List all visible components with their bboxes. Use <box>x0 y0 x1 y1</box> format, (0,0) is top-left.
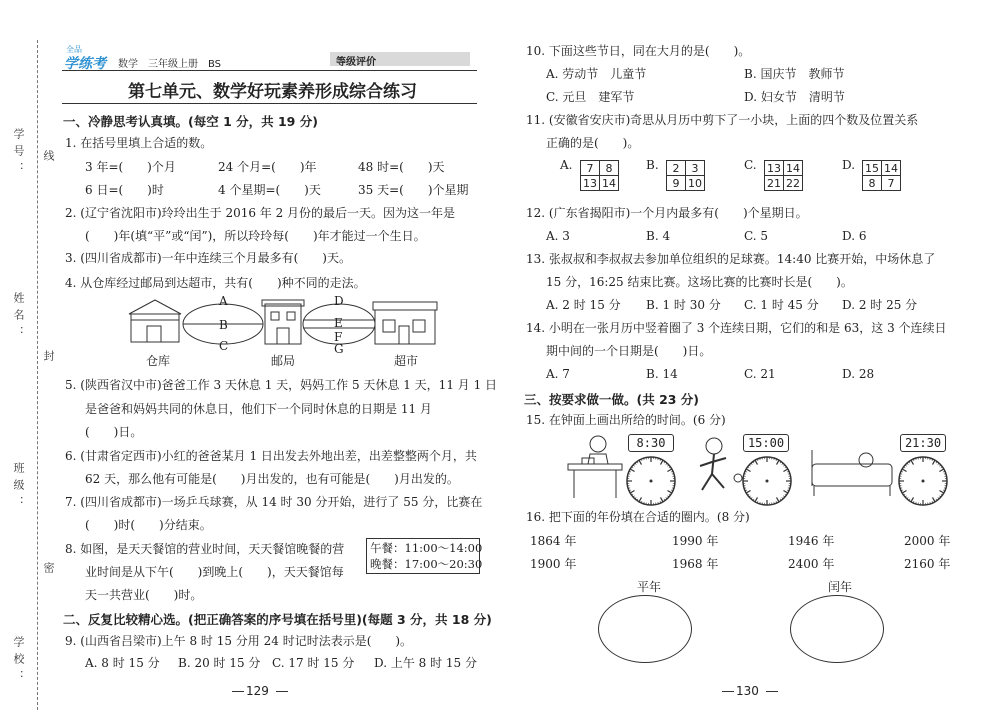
page-number-right: 130 <box>736 684 759 698</box>
q5-line2: 是爸爸和妈妈共同的休息日，他们下一个同时休息的日期是 11 月 <box>85 402 432 416</box>
q11-option-a-label: A. <box>560 158 573 172</box>
route-label-a: A <box>219 294 228 308</box>
q16-year-1990: 1990 年 <box>672 534 719 548</box>
q8-lunch-hours: 午餐：11:00～14:00 <box>370 541 483 555</box>
q2-line1: 2. (辽宁省沈阳市)玲玲出生于 2016 年 2 月份的最后一天。因为这一年是 <box>65 206 456 220</box>
clock-tick <box>902 469 906 472</box>
q13-option-a: A. 2 时 15 分 <box>546 298 621 312</box>
q10-option-c: C. 元旦 建军节 <box>546 90 635 104</box>
q9-option-d: D. 上午 8 时 15 分 <box>374 656 477 670</box>
route-label-c: C <box>219 339 229 353</box>
q16-year-1946: 1946 年 <box>788 534 835 548</box>
q1-r2-b: 4 个星期=( )天 <box>218 183 321 197</box>
q6-line1: 6. (甘肃省定西市)小红的爸爸某月 1 日出发去外地出差，出差整整两个月，共 <box>65 449 477 463</box>
q11-option-c-grid <box>764 160 803 191</box>
leap-year-circle[interactable] <box>790 595 884 663</box>
section-2-heading: 二、反复比较精心选。(把正确答案的序号填在括号里)(每题 3 分，共 18 分) <box>63 612 492 627</box>
clock-tick <box>639 460 642 464</box>
q5-line1: 5. (陕西省汉中市)爸爸工作 3 天休息 1 天，妈妈工作 5 天休息 1 天，11 月 1 日 <box>65 378 498 392</box>
binding-line <box>37 40 38 710</box>
cal-cell: 8 <box>600 161 619 176</box>
cal-cell: 14 <box>882 161 901 176</box>
cal-cell: 2 <box>667 161 686 176</box>
q5-line3: ( )日。 <box>85 425 143 439</box>
supermarket-label: 超市 <box>394 354 419 368</box>
route-label-g: G <box>334 342 344 356</box>
logo: 学练考 <box>64 56 106 72</box>
header-rule <box>62 70 477 71</box>
clock-face-2[interactable] <box>740 454 794 508</box>
q15-text: 15. 在钟面上画出所给的时间。(6 分) <box>526 413 726 427</box>
page-num-dash-left <box>722 691 734 692</box>
clock-tick <box>939 491 943 494</box>
q13-option-b: B. 1 时 30 分 <box>646 298 721 312</box>
q8-dinner-hours: 晚餐：17:00～20:30 <box>370 557 483 571</box>
clock-tick <box>746 469 750 472</box>
q11-line1: 11. (安徽省安庆市)奇思从月历中剪下了一小块，上面的四个数及位置关系 <box>526 113 919 127</box>
q3-text: 3. (四川省成都市)一年中连续三个月最多有( )天。 <box>65 251 351 265</box>
q16-year-2160: 2160 年 <box>904 557 951 571</box>
q12-option-a: A. 3 <box>546 229 570 243</box>
gutter-label-feng: 封 <box>42 350 55 367</box>
cal-cell: 21 <box>765 176 784 191</box>
q15-time-2: 15:00 <box>743 434 789 452</box>
q7-line2: ( )时( )分结束。 <box>85 518 212 532</box>
q13-option-d: D. 2 时 25 分 <box>842 298 918 312</box>
page-number-left: 129 <box>246 684 269 698</box>
q1-r2-a: 6 日=( )时 <box>85 183 164 197</box>
cal-cell: 7 <box>882 176 901 191</box>
common-year-circle[interactable] <box>598 595 692 663</box>
q8-line3: 天一共营业( )时。 <box>85 588 203 602</box>
q16-year-2400: 2400 年 <box>788 557 835 571</box>
q9-option-c: C. 17 时 15 分 <box>272 656 355 670</box>
page-num-dash-right <box>276 691 288 692</box>
route-label-b: B <box>219 318 228 332</box>
route-label-d: D <box>334 294 344 308</box>
q16-text: 16. 把下面的年份填在合适的圈内。(8 分) <box>526 510 750 524</box>
clock-tick <box>939 469 943 472</box>
q16-year-1864: 1864 年 <box>530 534 577 548</box>
clock-tick <box>783 469 787 472</box>
q9-option-a: A. 8 时 15 分 <box>85 656 160 670</box>
q13-option-c: C. 1 时 45 分 <box>744 298 819 312</box>
q4-text: 4. 从仓库经过邮局到达超市，共有( )种不同的走法。 <box>65 276 366 290</box>
page-num-dash-left <box>232 691 244 692</box>
clock-tick <box>755 460 758 464</box>
cal-cell: 10 <box>686 176 705 191</box>
clock-face-3[interactable] <box>896 454 950 508</box>
clock-tick <box>746 491 750 494</box>
q11-option-b-label: B. <box>646 158 659 172</box>
q11-option-a-grid <box>580 160 619 191</box>
clock-tick <box>630 491 634 494</box>
title-rule <box>62 103 477 104</box>
q1-r2-c: 35 天=( )个星期 <box>358 183 469 197</box>
q11-option-d-label: D. <box>842 158 856 172</box>
q11-option-c-label: C. <box>744 158 757 172</box>
clock-tick <box>783 491 787 494</box>
q11-option-b-grid <box>666 160 705 191</box>
leap-year-label: 闰年 <box>828 580 853 594</box>
sleeping-child-illustration <box>808 440 898 500</box>
clock-tick <box>661 460 664 464</box>
gutter-label-class: 班级： <box>12 462 25 513</box>
q14-option-a: A. 7 <box>546 367 570 381</box>
q12-option-b: B. 4 <box>646 229 671 243</box>
route-label-f: F <box>334 330 343 344</box>
cal-cell: 22 <box>784 176 803 191</box>
clock-tick <box>639 497 642 501</box>
q9-text: 9. (山西省吕梁市)上午 8 时 15 分用 24 时记时法表示是( )。 <box>65 634 413 648</box>
q12-text: 12. (广东省揭阳市)一个月内最多有( )个星期日。 <box>526 206 808 220</box>
q14-line2: 期中间的一个日期是( )日。 <box>546 344 712 358</box>
q12-option-c: C. 5 <box>744 229 769 243</box>
q16-year-1968: 1968 年 <box>672 557 719 571</box>
q13-line1: 13. 张叔叔和李叔叔去参加单位组织的足球赛。14:40 比赛开始，中场休息了 <box>526 252 936 266</box>
q15-time-3: 21:30 <box>900 434 946 452</box>
gutter-label-xian: 线 <box>42 150 55 167</box>
gutter-label-mi: 密 <box>42 562 55 579</box>
q1-r1-a: 3 年=( )个月 <box>85 160 176 174</box>
clock-tick <box>667 469 671 472</box>
q14-line1: 14. 小明在一张月历中竖着圈了 3 个连续日期，它们的和是 63，这 3 个连续日 <box>526 321 947 335</box>
q16-year-2000: 2000 年 <box>904 534 951 548</box>
clock-tick <box>933 497 936 501</box>
clock-tick <box>902 491 906 494</box>
logo-top-text: 全品 <box>66 45 82 54</box>
clock-tick <box>777 497 780 501</box>
clock-tick <box>661 497 664 501</box>
q10-option-a: A. 劳动节 儿童节 <box>546 67 647 81</box>
q14-option-b: B. 14 <box>646 367 678 381</box>
section-3-heading: 三、按要求做一做。(共 23 分) <box>524 392 700 407</box>
cal-cell: 14 <box>600 176 619 191</box>
q15-time-1: 8:30 <box>628 434 674 452</box>
cal-cell: 13 <box>581 176 600 191</box>
page-num-dash-right <box>766 691 778 692</box>
q7-line1: 7. (四川省成都市)一场乒乓球赛，从 14 时 30 分开始，进行了 55 分，比赛在 <box>65 495 483 509</box>
cal-cell: 9 <box>667 176 686 191</box>
warehouse-icon <box>129 300 181 342</box>
right-page <box>500 0 1000 722</box>
q14-option-c: C. 21 <box>744 367 776 381</box>
clock-tick <box>630 469 634 472</box>
gutter-label-student-id: 学号： <box>12 128 25 179</box>
q9-option-b: B. 20 时 15 分 <box>178 656 261 670</box>
q10-option-d: D. 妇女节 清明节 <box>744 90 845 104</box>
q8-line1: 8. 如图，是天天餐馆的营业时间，天天餐馆晚餐的营 <box>65 542 345 556</box>
route-label-e: E <box>334 316 343 330</box>
grade-tag: 等级评价 <box>336 57 376 68</box>
q12-option-d: D. 6 <box>842 229 867 243</box>
q10-text: 10. 下面这些节日，同在大月的是( )。 <box>526 44 751 58</box>
clock-tick <box>911 460 914 464</box>
q11-line2: 正确的是( )。 <box>546 136 640 150</box>
q13-line2: 15 分，16:25 结束比赛。这场比赛的比赛时长是( )。 <box>546 275 853 289</box>
q1-r1-c: 48 时=( )天 <box>358 160 445 174</box>
page-title: 第七单元、数学好玩素养形成综合练习 <box>128 82 417 102</box>
cal-cell: 7 <box>581 161 600 176</box>
common-year-label: 平年 <box>637 580 662 594</box>
clock-tick <box>911 497 914 501</box>
q16-year-1900: 1900 年 <box>530 557 577 571</box>
q2-line2: ( )年(填“平”或“闰”)，所以玲玲每( )年才能过一个生日。 <box>85 229 426 243</box>
cal-cell: 15 <box>863 161 882 176</box>
q11-option-d-grid <box>862 160 901 191</box>
cal-cell: 14 <box>784 161 803 176</box>
clock-tick <box>777 460 780 464</box>
gutter-label-school: 学校： <box>12 636 25 687</box>
gutter-label-name: 姓名： <box>12 292 25 343</box>
supermarket-icon <box>373 302 437 344</box>
q10-option-b: B. 国庆节 教师节 <box>744 67 845 81</box>
q1-text: 1. 在括号里填上合适的数。 <box>65 136 213 150</box>
warehouse-label: 仓库 <box>146 354 171 368</box>
post-office-label: 邮局 <box>271 354 296 368</box>
clock-face-1[interactable] <box>624 454 678 508</box>
section-1-heading: 一、冷静思考认真填。(每空 1 分，共 19 分) <box>63 114 318 129</box>
cal-cell: 13 <box>765 161 784 176</box>
header-info: 数学 三年级上册 BS <box>118 59 222 70</box>
clock-tick <box>933 460 936 464</box>
q14-option-d: D. 28 <box>842 367 875 381</box>
cal-cell: 3 <box>686 161 705 176</box>
clock-tick <box>755 497 758 501</box>
q8-line2: 业时间是从下午( )到晚上( )，天天餐馆每 <box>85 565 344 579</box>
clock-tick <box>667 491 671 494</box>
q1-r1-b: 24 个月=( )年 <box>218 160 317 174</box>
post-office-icon <box>262 300 304 344</box>
cal-cell: 8 <box>863 176 882 191</box>
q6-line2: 62 天，那么他有可能是( )月出发的，也有可能是( )月出发的。 <box>85 472 459 486</box>
